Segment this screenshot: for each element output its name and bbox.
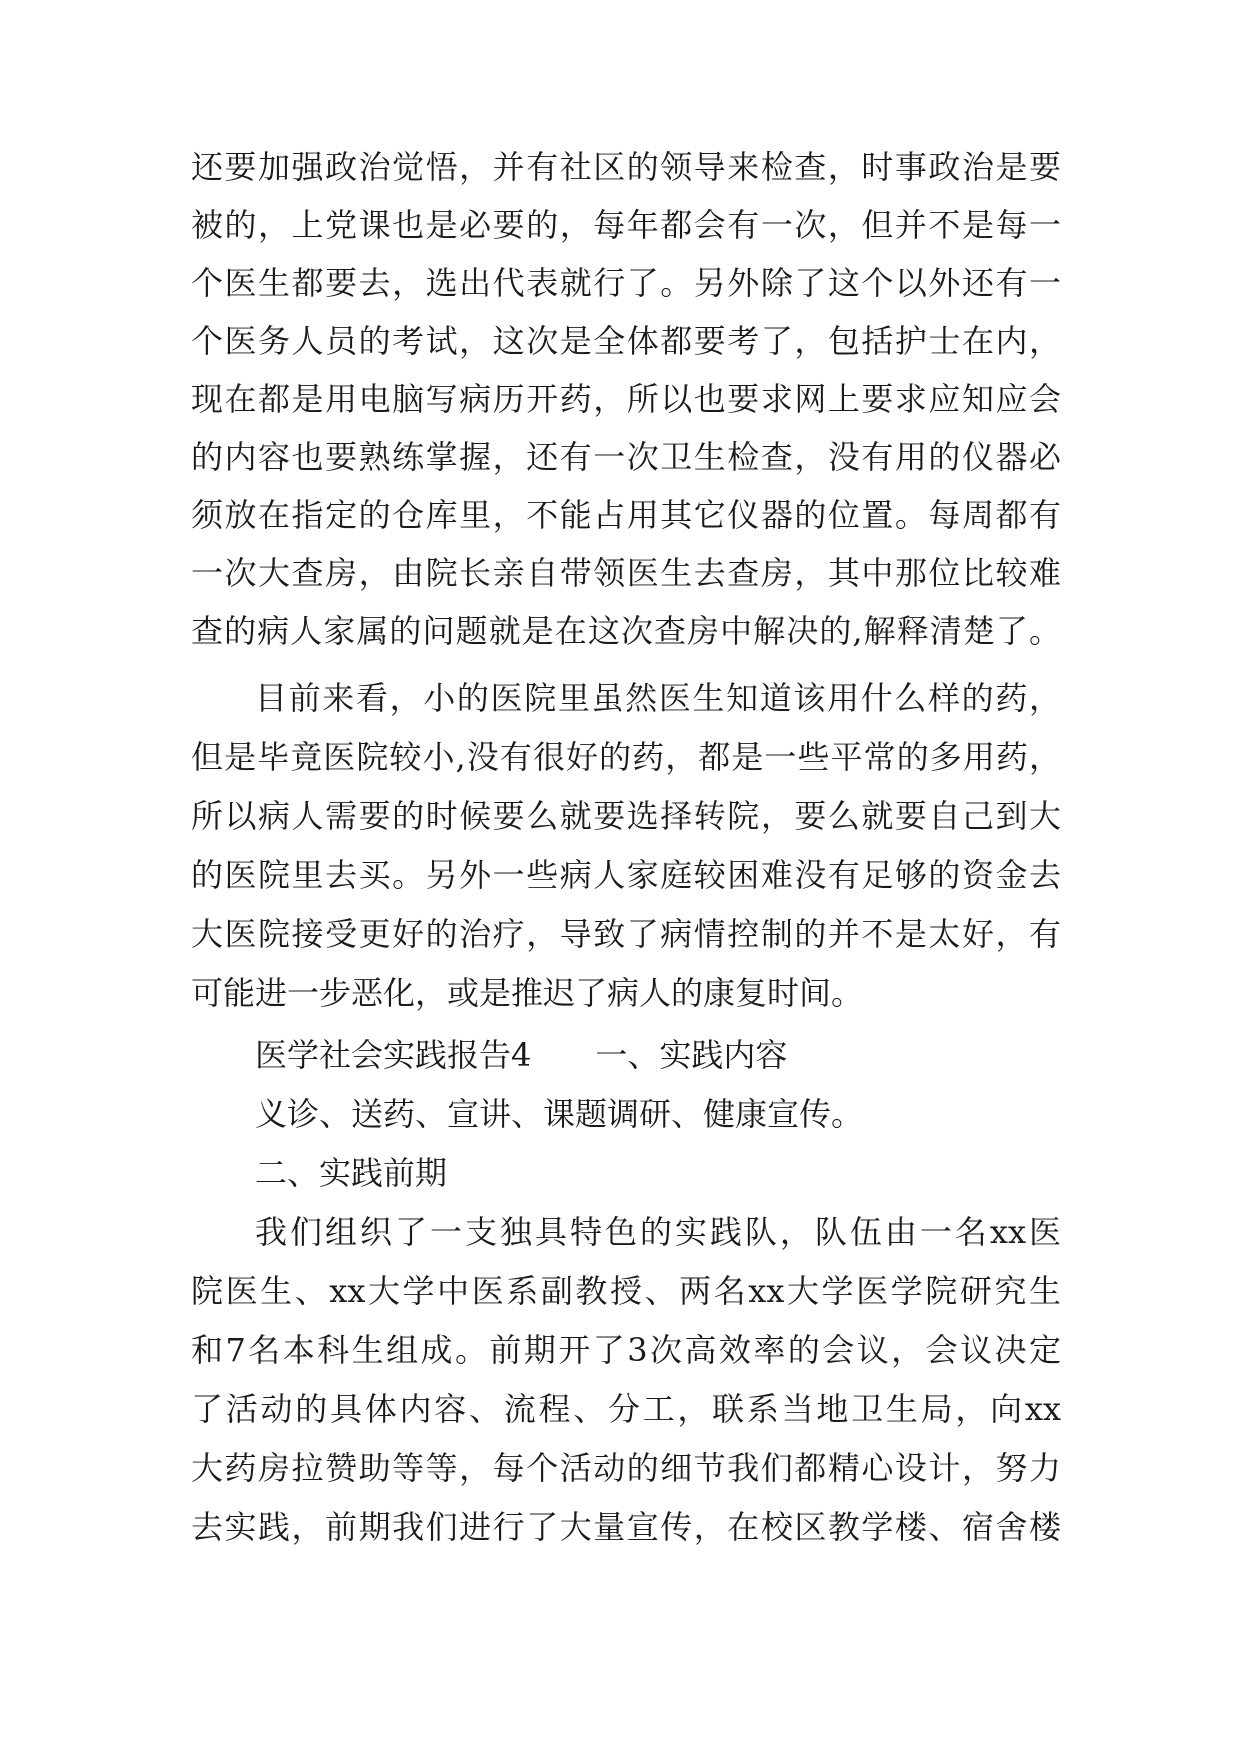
text-line: 去实践，前期我们进行了大量宣传，在校区教学楼、宿舍楼 [191,1508,1061,1546]
text-line: 目前来看，小的医院里虽然医生知道该用什么样的药， [255,679,1061,717]
section-heading: 二、实践前期 [255,1154,448,1192]
text-line: 查的病人家属的问题就是在这次查房中解决的,解释清楚了。 [191,612,1061,650]
text-line: 现在都是用电脑写病历开药，所以也要求网上要求应知应会 [191,380,1061,418]
text-line: 一次大查房，由院长亲自带领医生去查房，其中那位比较难 [191,554,1061,592]
text-line: 我们组织了一支独具特色的实践队，队伍由一名xx医 [255,1213,1061,1251]
text-line: 个医务人员的考试，这次是全体都要考了，包括护士在内， [191,322,1061,360]
text-line: 的医院里去买。另外一些病人家庭较困难没有足够的资金去 [191,856,1061,894]
text-line: 但是毕竟医院较小,没有很好的药，都是一些平常的多用药， [191,738,1061,776]
text-line: 了活动的具体内容、流程、分工，联系当地卫生局，向xx [191,1390,1061,1428]
text-line: 须放在指定的仓库里，不能占用其它仪器的位置。每周都有 [191,496,1061,534]
text-line: 的内容也要熟练掌握，还有一次卫生检查，没有用的仪器必 [191,438,1061,476]
text-line: 大药房拉赞助等等，每个活动的细节我们都精心设计，努力 [191,1449,1061,1487]
text-line: 和7名本科生组成。前期开了3次高效率的会议，会议决定 [191,1331,1061,1369]
text-line: 还要加强政治觉悟，并有社区的领导来检查，时事政治是要 [191,148,1061,186]
text-line: 被的，上党课也是必要的，每年都会有一次，但并不是每一 [191,206,1061,244]
text-line: 个医生都要去，选出代表就行了。另外除了这个以外还有一 [191,264,1061,302]
section-heading: 医学社会实践报告4 一、实践内容 [255,1036,788,1074]
text-line: 院医生、xx大学中医系副教授、两名xx大学医学院研究生 [191,1272,1061,1310]
text-line: 可能进一步恶化，或是推迟了病人的康复时间。 [191,974,864,1012]
text-line: 义诊、送药、宣讲、课题调研、健康宣传。 [255,1095,864,1133]
text-line: 大医院接受更好的治疗，导致了病情控制的并不是太好，有 [191,915,1061,953]
text-line: 所以病人需要的时候要么就要选择转院，要么就要自己到大 [191,797,1061,835]
